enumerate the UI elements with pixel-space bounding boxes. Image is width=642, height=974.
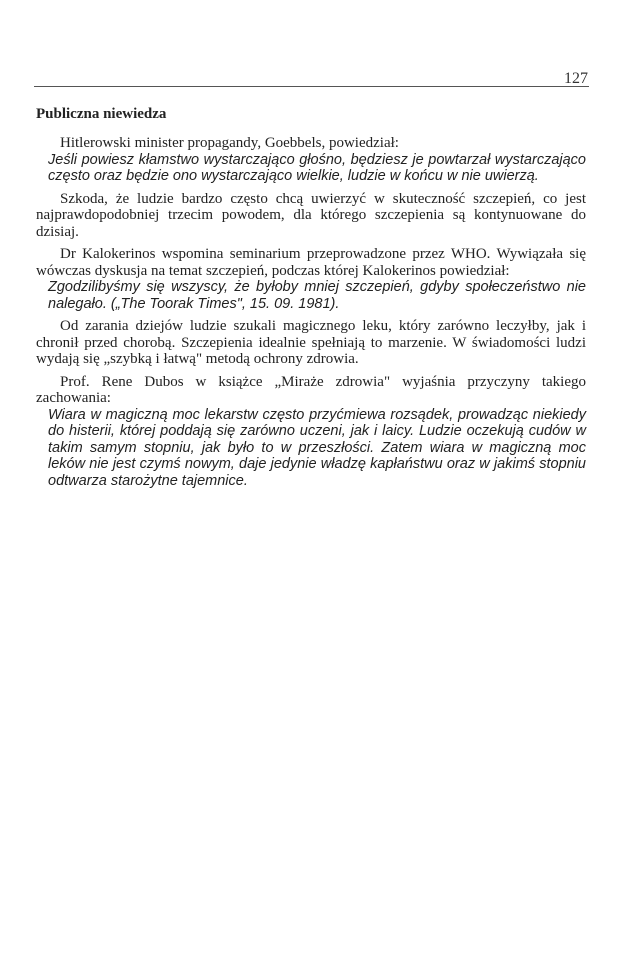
page-content — [36, 106, 586, 495]
paragraph-goebbels-intro: Hitlerowski minister propagandy, Goebbels, powiedział: — [60, 135, 399, 151]
page-number: 127 — [564, 70, 588, 87]
paragraph-dubos: Prof. Rene Dubos w książce „Miraże zdrowia" wyjaśnia przyczyny takiego zachowania: — [36, 373, 586, 406]
paragraph-magic-cure: Od zarania dziejów ludzie szukali magicznego leku, który zarówno leczyłby, jak i chronił przed chorobą. Szczepienia idealnie spełniają to marzenie. W świadomości ludzi wydają się „szybką i łatwą" metodą ochrony zdrowia. — [36, 318, 586, 367]
header-rule — [34, 86, 589, 87]
quote-goebbels: Jeśli powiesz kłamstwo wystarczająco głośno, będziesz je powtarzał wystarczająco często oraz będzie ono wystarczająco wielkie, ludzie w końcu w nie uwierzą. — [48, 151, 586, 184]
quote-dubos: Wiara w magiczną moc lekarstw często przyćmiewa rozsądek, prowadząc niekiedy do histerii, której poddają się zarówno uczeni, jak i laicy. Ludzie oczekują cudów w takim samym stopniu, jak było to w przeszłości. Zatem wiara w magiczną moc leków nie jest czymś nowym, daje jedynie władzę kapłaństwu oraz w jakimś stopniu odtwarza starożytne tajemnice. — [48, 406, 586, 489]
paragraph-vaccination-belief: Szkoda, że ludzie bardzo często chcą uwierzyć w skuteczność szczepień, co jest najprawdopodobniej trzecim powodem, dla którego szczepienia są kontynuowane do dzisiaj. — [36, 190, 586, 240]
quote-kalokerinos: Zgodzilibyśmy się wszyscy, że byłoby mniej szczepień, gdyby społeczeństwo nie nalegało. („The Toorak Times", 15. 09. 1981). — [48, 279, 586, 312]
paragraph-kalokerinos: Dr Kalokerinos wspomina seminarium przeprowadzone przez WHO. Wywiązała się wówczas dyskusja na temat szczepień, podczas której Kalokerinos powiedział: — [36, 246, 586, 279]
section-title: Publiczna niewiedza — [36, 106, 167, 122]
